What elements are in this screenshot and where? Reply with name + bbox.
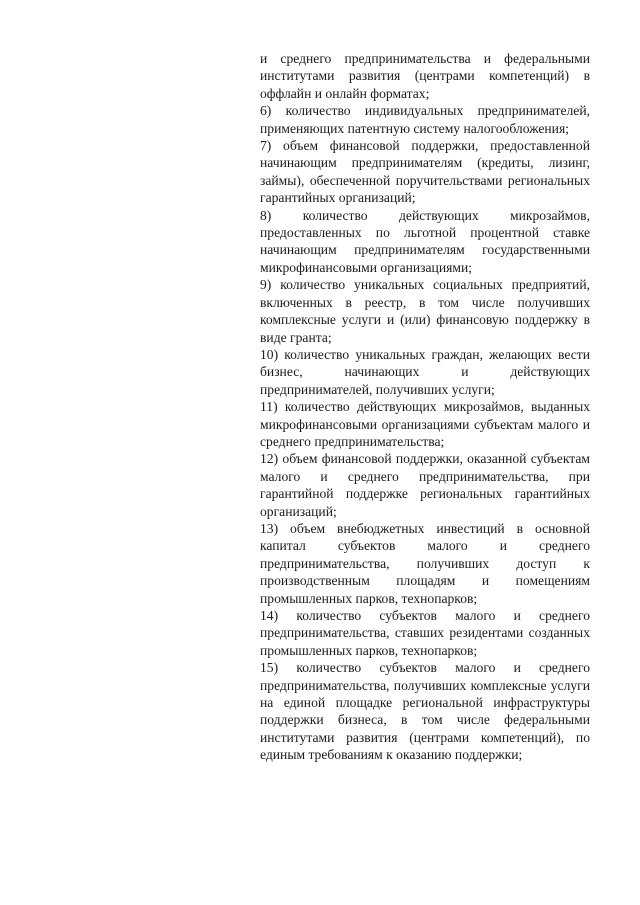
- paragraph-item-15: 15) количество субъектов малого и среднего предпринимательства, получивших комплексные услуги на единой площадке региональной инфраструктуры поддержки бизнеса, в том числе федеральными институтами развития (центрами компетенций), по единым требованиям к оказанию поддержки;: [260, 660, 590, 763]
- paragraph-item-9: 9) количество уникальных социальных предприятий, включенных в реестр, в том числе получивших комплексные услуги и (или) финансовую поддержку в виде гранта;: [260, 277, 590, 345]
- paragraph-item-12: 12) объем финансовой поддержки, оказанной субъектам малого и среднего предпринимательства, при гарантийной поддержке региональных гарантийных организаций;: [260, 451, 590, 519]
- paragraph-item-10: 10) количество уникальных граждан, желающих вести бизнес, начинающих и действующих предпринимателей, получивших услуги;: [260, 346, 590, 397]
- paragraph-item-7: 7) объем финансовой поддержки, предоставленной начинающим предпринимателям (кредиты, лизинг, займы), обеспеченной поручительствами региональных гарантийных организаций;: [260, 138, 590, 206]
- paragraph-continuation: и среднего предпринимательства и федеральными институтами развития (центрами компетенций) в оффлайн и онлайн форматах;: [260, 51, 590, 101]
- paragraph-item-13: 13) объем внебюджетных инвестиций в основной капитал субъектов малого и среднего предпринимательства, получивших доступ к производственным площадям и помещениям промышленных парков, технопарков;: [260, 520, 590, 606]
- document-body: [260, 50, 590, 764]
- paragraph-item-6: 6) количество индивидуальных предпринимателей, применяющих патентную систему налогообложения;: [260, 103, 590, 136]
- paragraph-item-11: 11) количество действующих микрозаймов, выданных микрофинансовыми организациями субъектам малого и среднего предпринимательства;: [260, 399, 590, 449]
- paragraph-item-8: 8) количество действующих микрозаймов, предоставленных по льготной процентной ставке начинающим предпринимателям государственными микрофинансовыми организациями;: [260, 207, 590, 275]
- paragraph-item-14: 14) количество субъектов малого и среднего предпринимательства, ставших резидентами созданных промышленных парков, технопарков;: [260, 608, 590, 658]
